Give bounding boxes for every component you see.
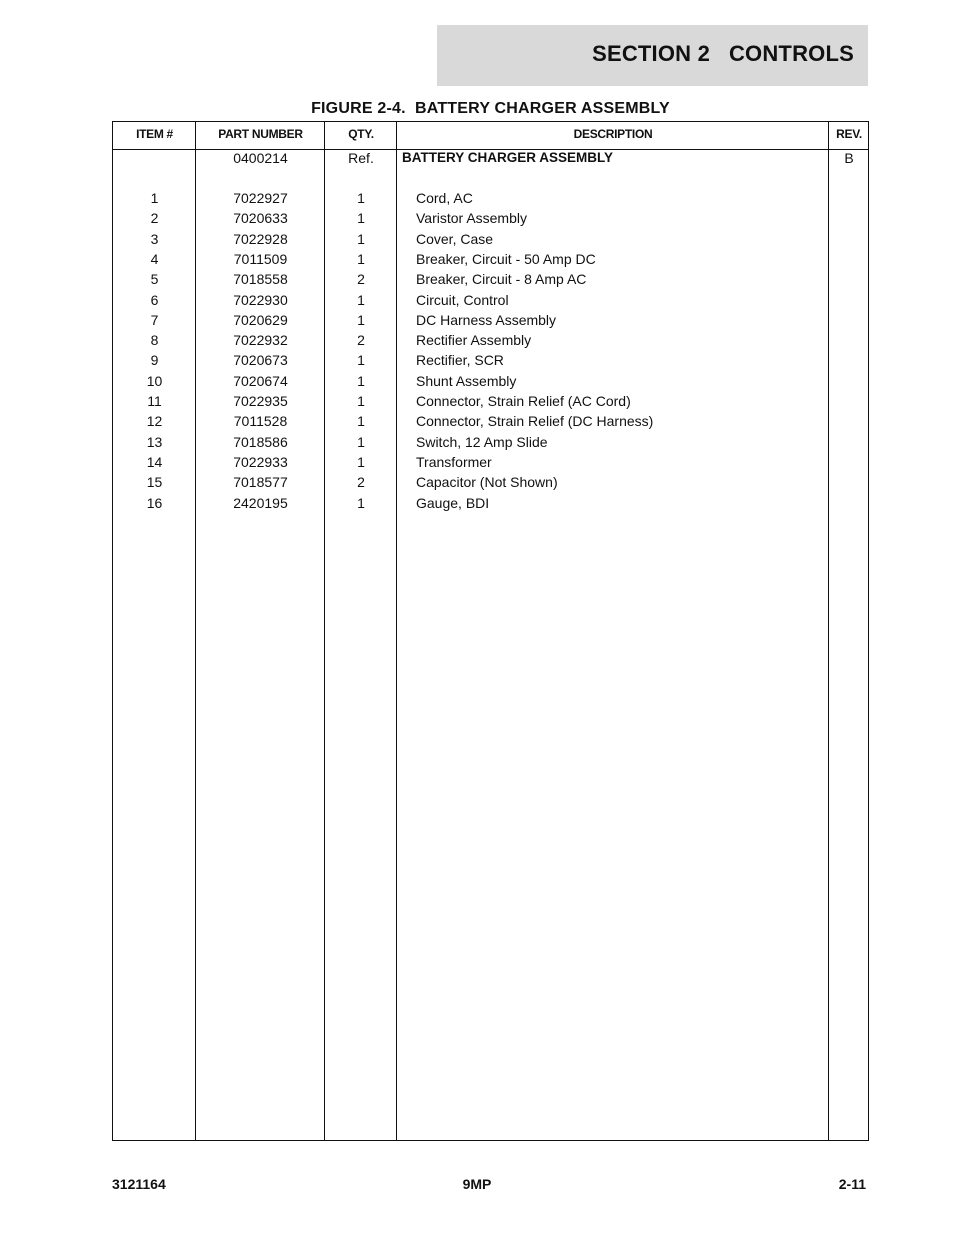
quantity: 1 (357, 433, 365, 450)
item-number: 2 (150, 210, 159, 227)
quantity: 1 (357, 210, 365, 227)
description: Transformer (416, 453, 492, 470)
part-number: 7020633 (233, 210, 288, 227)
header-item: ITEM # (136, 127, 173, 141)
part-number: 7022928 (233, 230, 288, 247)
assembly-row (113, 148, 868, 168)
description: Breaker, Circuit - 50 Amp DC (416, 250, 596, 267)
part-number: 7022930 (233, 291, 288, 308)
item-number: 1 (150, 190, 159, 206)
part-number: 7018586 (233, 433, 288, 450)
quantity: 1 (357, 393, 365, 409)
part-number: 7022932 (233, 332, 288, 349)
description: Connector, Strain Relief (DC Harness) (416, 413, 654, 430)
item-number: 15 (146, 474, 163, 491)
quantity: 1 (357, 190, 365, 206)
table-row (113, 411, 868, 431)
section-title: SECTION 2 CONTROLS (592, 41, 854, 66)
description: Shunt Assembly (416, 372, 517, 389)
table-row (113, 452, 868, 472)
part-number: 2420195 (233, 494, 288, 511)
assembly-qty: Ref. (348, 150, 374, 166)
quantity: 1 (357, 230, 365, 247)
table-row (113, 229, 868, 249)
part-number: 7011509 (233, 250, 288, 267)
section-banner (437, 25, 868, 86)
quantity: 1 (357, 494, 365, 511)
item-number: 4 (150, 250, 159, 267)
footer-page-number: 2-11 (838, 1176, 866, 1192)
assembly-part-number: 0400214 (233, 150, 288, 166)
item-number: 7 (150, 311, 159, 328)
quantity: 1 (357, 291, 365, 308)
assembly-description: BATTERY CHARGER ASSEMBLY (402, 150, 614, 165)
description: Cover, Case (416, 230, 494, 247)
table-row (113, 269, 868, 289)
part-number: 7020673 (233, 352, 288, 369)
part-number: 7020629 (233, 311, 288, 328)
header-part-number: PART NUMBER (218, 127, 303, 141)
header-rev: REV. (836, 127, 862, 141)
description: Rectifier Assembly (416, 332, 532, 349)
item-number: 5 (150, 271, 159, 288)
quantity: 1 (357, 250, 365, 267)
header-description: DESCRIPTION (573, 127, 653, 141)
table-row (113, 371, 868, 391)
description: Capacitor (Not Shown) (416, 474, 558, 491)
table-row (113, 330, 868, 350)
item-number: 6 (150, 291, 159, 308)
part-number: 7022935 (233, 393, 288, 409)
quantity: 1 (357, 413, 365, 430)
part-number: 7020674 (233, 372, 288, 389)
item-number: 11 (147, 393, 162, 409)
part-number: 7018577 (233, 474, 288, 491)
parts-table (112, 121, 869, 1141)
table-row (113, 290, 868, 310)
table-row (113, 208, 868, 228)
table-row (113, 432, 868, 452)
assembly-rev: B (844, 150, 854, 166)
item-number: 10 (146, 372, 163, 389)
table-row (113, 391, 868, 411)
part-number: 7018558 (233, 271, 288, 288)
description: Cord, AC (416, 190, 473, 206)
description: Breaker, Circuit - 8 Amp AC (416, 271, 587, 288)
footer-model: 9MP (462, 1176, 492, 1192)
quantity: 1 (357, 352, 365, 369)
table-header (113, 122, 868, 150)
description: Rectifier, SCR (416, 352, 504, 369)
item-number: 9 (150, 352, 159, 369)
item-number: 3 (150, 230, 159, 247)
description: Connector, Strain Relief (AC Cord) (416, 393, 631, 409)
quantity: 2 (357, 332, 365, 349)
table-row (113, 350, 868, 370)
quantity: 1 (357, 453, 365, 470)
item-number: 13 (146, 433, 163, 450)
table-row (113, 493, 868, 513)
item-number: 12 (146, 413, 163, 430)
table-row (113, 249, 868, 269)
quantity: 2 (357, 271, 365, 288)
description: Circuit, Control (416, 291, 509, 308)
description: Varistor Assembly (416, 210, 527, 227)
description: DC Harness Assembly (416, 311, 557, 328)
part-number: 7022933 (233, 453, 288, 470)
footer-doc-number: 3121164 (112, 1176, 166, 1192)
header-qty: QTY. (348, 127, 374, 141)
quantity: 2 (357, 474, 365, 491)
part-number: 7022927 (233, 190, 288, 206)
table-row (113, 472, 868, 492)
table-row (113, 310, 868, 330)
table-row (113, 188, 868, 208)
quantity: 1 (357, 311, 365, 328)
item-number: 8 (150, 332, 159, 349)
description: Switch, 12 Amp Slide (416, 433, 548, 450)
part-number: 7011528 (233, 413, 288, 430)
figure-title: FIGURE 2-4. BATTERY CHARGER ASSEMBLY (311, 100, 670, 117)
quantity: 1 (357, 372, 365, 389)
item-number: 14 (146, 453, 163, 470)
item-number: 16 (146, 494, 163, 511)
description: Gauge, BDI (416, 494, 490, 511)
